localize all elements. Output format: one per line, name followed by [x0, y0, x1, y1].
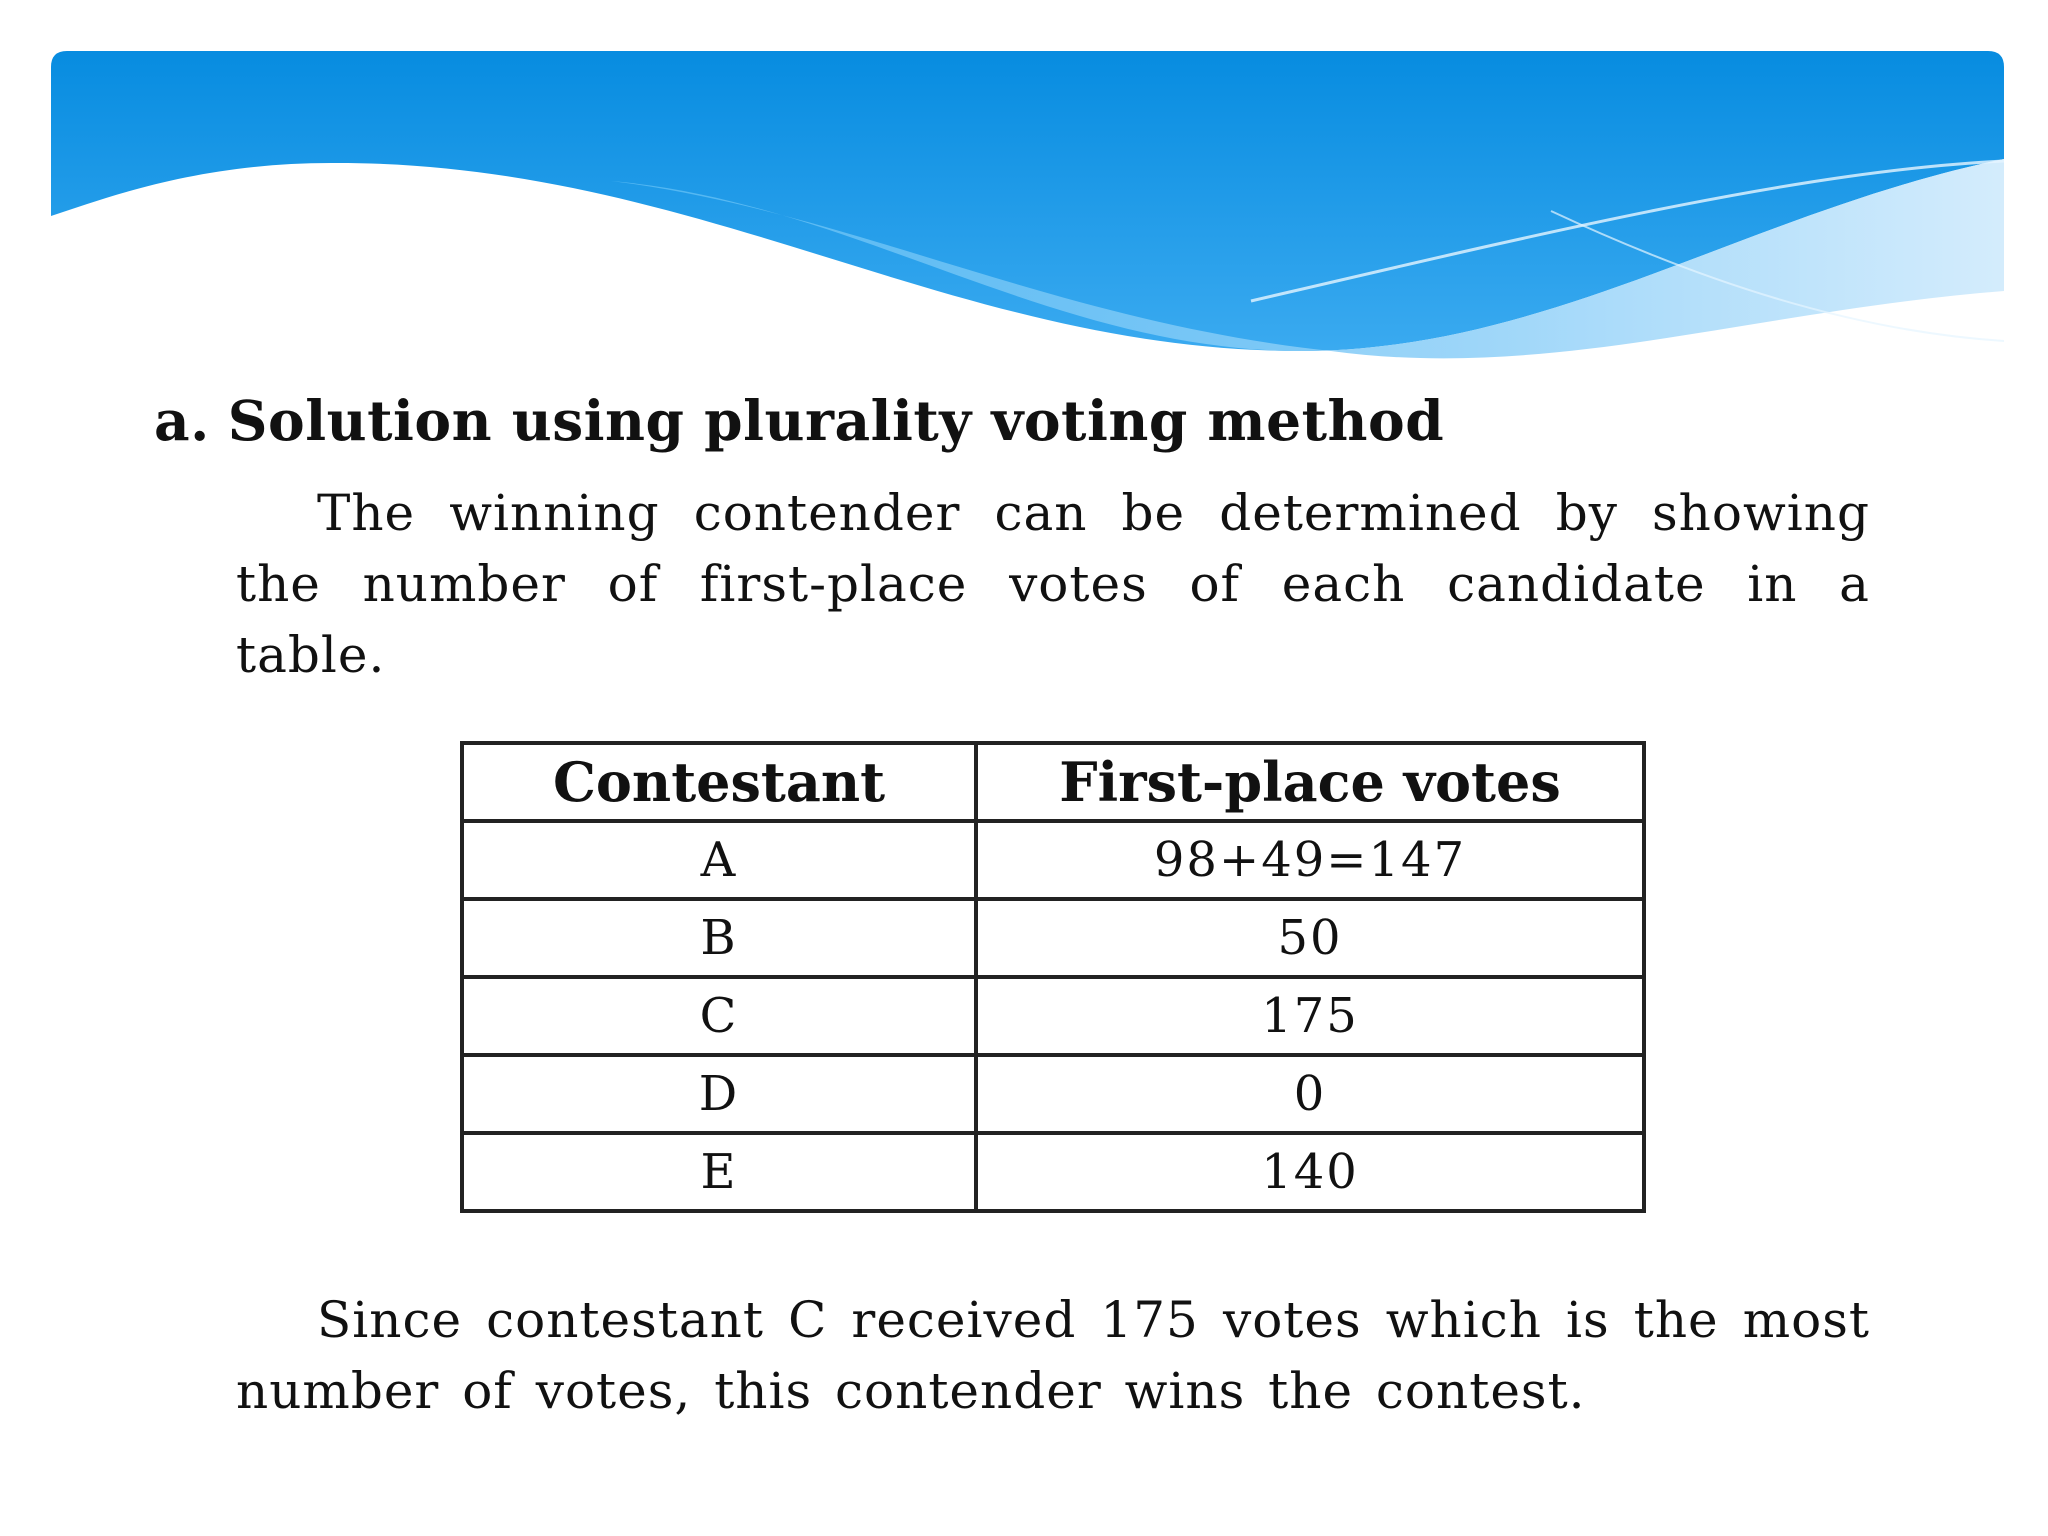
- votes-table: [460, 741, 1646, 1213]
- contestant-cell: B: [462, 899, 976, 977]
- header-wave-banner: [51, 51, 2004, 361]
- contestant-cell: A: [462, 821, 976, 899]
- contestant-cell: E: [462, 1133, 976, 1211]
- votes-table-container: [460, 741, 1646, 1213]
- table-row: [462, 1133, 1644, 1211]
- table-header-row: [462, 743, 1644, 821]
- votes-cell: 98+49=147: [976, 821, 1644, 899]
- votes-cell: 140: [976, 1133, 1644, 1211]
- contestant-cell: D: [462, 1055, 976, 1133]
- conclusion-paragraph: Since contestant C received 175 votes which is the most number of votes, this contender wins the contest.: [236, 1291, 1870, 1420]
- contestant-cell: C: [462, 977, 976, 1055]
- votes-cell: 0: [976, 1055, 1644, 1133]
- wave-graphic: [51, 51, 2004, 361]
- header-contestant: Contestant: [462, 743, 976, 821]
- table-row: [462, 899, 1644, 977]
- section-heading: [154, 388, 1444, 453]
- votes-cell: 50: [976, 899, 1644, 977]
- intro-paragraph: The winning contender can be determined by showing the number of first-place votes of each candidate in a table.: [236, 484, 1870, 684]
- heading-text: Solution using plurality voting method: [227, 388, 1445, 453]
- list-marker: a.: [154, 388, 210, 453]
- header-first-place-votes: First-place votes: [976, 743, 1644, 821]
- table-row: [462, 821, 1644, 899]
- table-row: [462, 1055, 1644, 1133]
- votes-cell: 175: [976, 977, 1644, 1055]
- table-row: [462, 977, 1644, 1055]
